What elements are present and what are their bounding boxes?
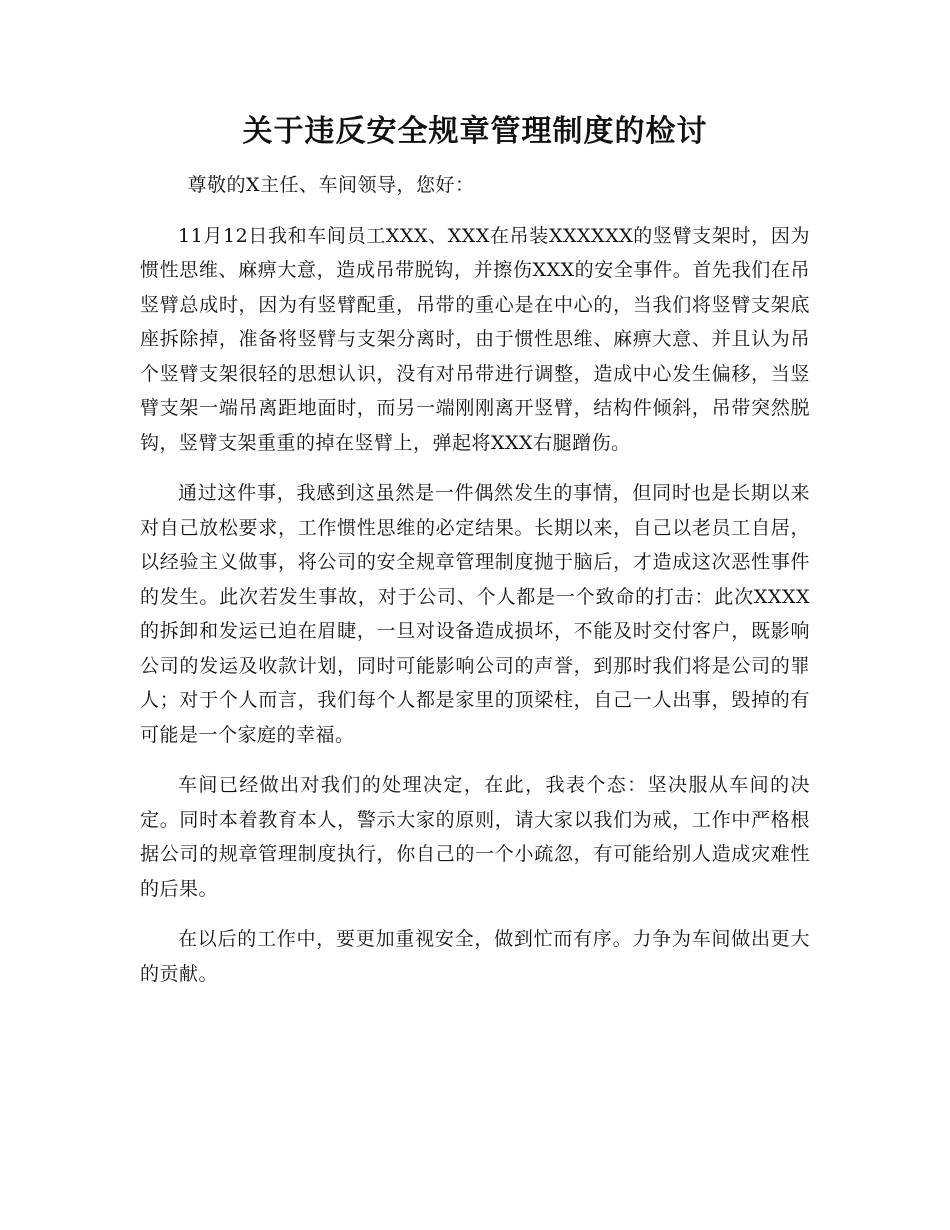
- document-title: 关于违反安全规章管理制度的检讨: [242, 114, 708, 149]
- greeting-line: 尊敬的X主任、车间领导，您好：: [187, 174, 475, 196]
- paragraph-incident: 11月12日我和车间员工XXX、XXX在吊装XXXXXX的竖臂支架时，因为惯性思维、麻痹大意，造成吊带脱钩，并擦伤XXX的安全事件。首先我们在吊竖臂总成时，因为有竖臂配重，吊带的重心是在中心的，当我们将竖臂支架底座拆除掉，准备将竖臂与支架分离时，由于惯性思维、麻痹大意、并且认为吊个竖臂支架很轻的思想认识，没有对吊带进行调整，造成中心发生偏移，当竖臂支架一端吊离距地面时，而另一端刚刚离开竖臂，结构件倾斜，吊带突然脱钩，竖臂支架重重的掉在竖臂上，弹起将XXX右腿蹭伤。: [140, 224, 810, 454]
- document-body: [140, 168, 810, 1007]
- paragraph-reflection: 通过这件事，我感到这虽然是一件偶然发生的事情，但同时也是长期以来对自己放松要求，工作惯性思维的必定结果。长期以来，自己以老员工自居，以经验主义做事，将公司的安全规章管理制度抛于脑后，才造成这次恶性事件的发生。此次若发生事故，对于公司、个人都是一个致命的打击：此次XXXX的拆卸和发运已迫在眉睫，一旦对设备造成损坏，不能及时交付客户，既影响公司的发运及收款计划，同时可能影响公司的声誉，到那时我们将是公司的罪人；对于个人而言，我们每个人都是家里的顶梁柱，自己一人出事，毁掉的有可能是一个家庭的幸福。: [140, 482, 810, 746]
- paragraph-commitment: 在以后的工作中，要更加重视安全，做到忙而有序。力争为车间做出更大的贡献。: [140, 928, 810, 985]
- paragraph-decision: 车间已经做出对我们的处理决定，在此，我表个态：坚决服从车间的决定。同时本着教育本人，警示大家的原则，请大家以我们为戒，工作中严格根据公司的规章管理制度执行，你自己的一个小疏忽，有可能给别人造成灾难性的后果。: [140, 774, 810, 900]
